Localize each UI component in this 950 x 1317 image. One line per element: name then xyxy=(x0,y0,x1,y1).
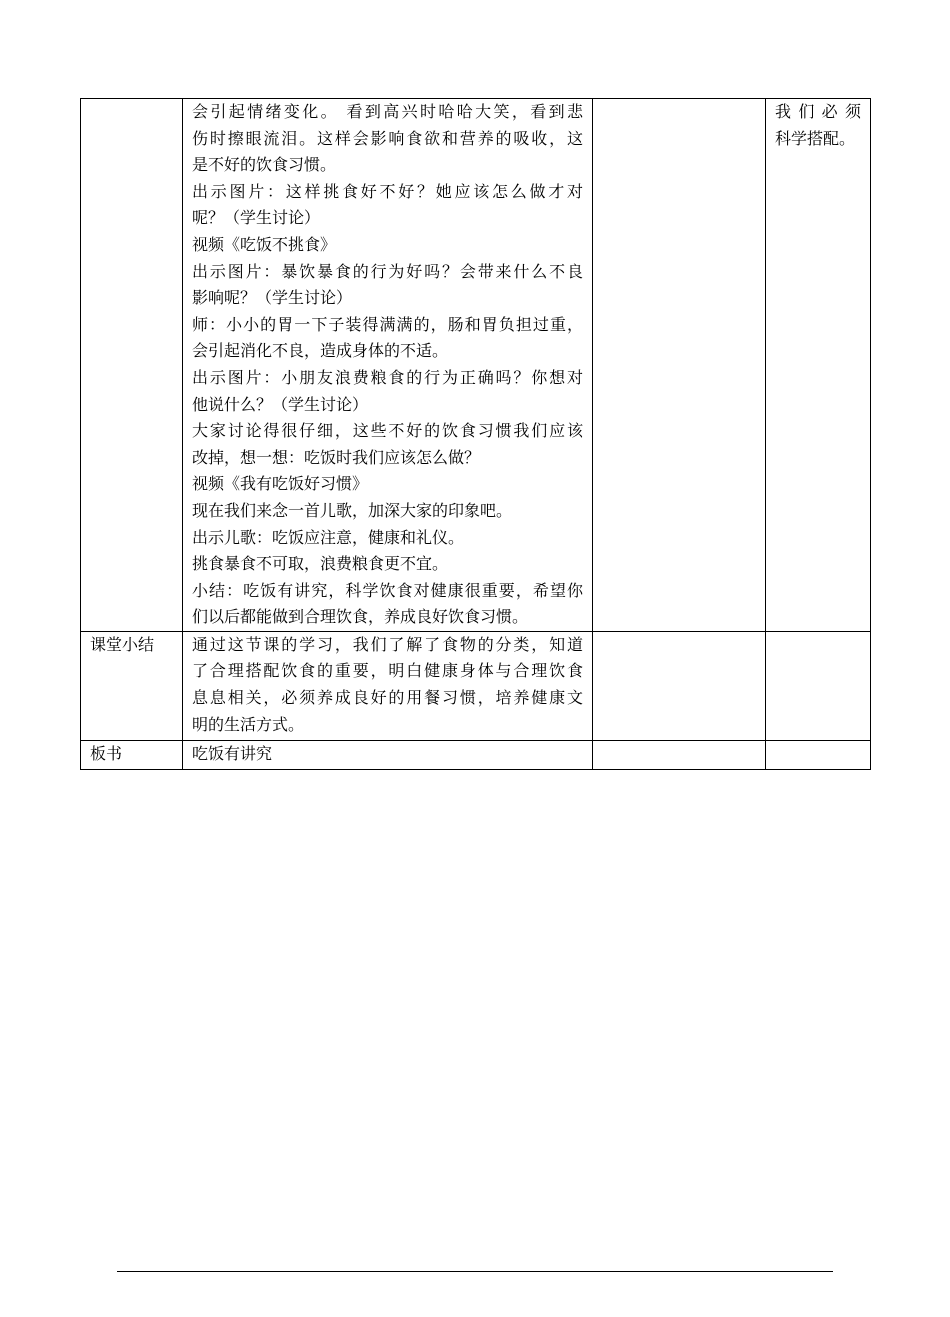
content-line: 视频《吃饭不挑食》 xyxy=(192,234,337,254)
row-label-cell: 课堂小结 xyxy=(81,631,183,740)
content-line: 视频《我有吃饭好习惯》 xyxy=(192,474,369,494)
content-line: 们以后都能做到合理饮食，养成良好饮食习惯。 xyxy=(192,607,529,627)
content-line: 大家讨论得很仔细，这些不好的饮食习惯我们应该 xyxy=(192,421,583,441)
content-line: 是不好的饮食习惯。 xyxy=(192,155,337,175)
content-line: 小结：吃饭有讲究，科学饮食对健康很重要，希望你 xyxy=(192,580,583,600)
student-activity-cell xyxy=(593,631,766,740)
content-line: 出示图片：暴饮暴食的行为好吗？会带来什么不良 xyxy=(192,261,583,281)
teaching-content-cell xyxy=(183,99,593,632)
content-line: 呢？（学生讨论） xyxy=(192,208,321,228)
table-row-summary xyxy=(81,631,871,740)
content-line: 明的生活方式。 xyxy=(192,714,305,734)
content-line: 了合理搭配饮食的重要，明白健康身体与合理饮食 xyxy=(192,661,583,681)
content-line: 影响呢？（学生讨论） xyxy=(192,288,353,308)
content-line: 改掉，想一想：吃饭时我们应该怎么做？ xyxy=(192,447,481,467)
footer-divider xyxy=(117,1271,833,1272)
student-activity-cell xyxy=(593,740,766,769)
row-label-cell: 板书 xyxy=(81,740,183,769)
row-label-cell xyxy=(81,99,183,632)
content-line: 会引起情绪变化。 看到高兴时哈哈大笑，看到悲 xyxy=(192,102,583,121)
design-intent-cell xyxy=(766,631,871,740)
intent-line: 科学搭配。 xyxy=(775,128,856,148)
content-line: 会引起消化不良，造成身体的不适。 xyxy=(192,341,449,361)
content-line: 出示儿歌：吃饭应注意，健康和礼仪。 xyxy=(192,527,465,547)
table-row-activity xyxy=(81,99,871,632)
content-line: 出示图片：小朋友浪费粮食的行为正确吗？你想对 xyxy=(192,367,583,387)
table-row-board xyxy=(81,740,871,769)
lesson-plan-table xyxy=(80,98,871,770)
content-line: 挑食暴食不可取，浪费粮食更不宜。 xyxy=(192,554,449,574)
content-line: 他说什么？（学生讨论） xyxy=(192,394,369,414)
content-line: 伤时擦眼流泪。这样会影响食欲和营养的吸收，这 xyxy=(192,128,583,148)
design-intent-cell xyxy=(766,740,871,769)
content-line: 现在我们来念一首儿歌，加深大家的印象吧。 xyxy=(192,500,513,520)
intent-line: 我们必须 xyxy=(775,102,861,121)
content-line: 息息相关，必须养成良好的用餐习惯，培养健康文 xyxy=(192,688,583,708)
content-line: 师：小小的胃一下子装得满满的，肠和胃负担过重， xyxy=(192,314,583,334)
content-line: 通过这节课的学习，我们了解了食物的分类，知道 xyxy=(192,634,583,654)
teaching-content-cell xyxy=(183,631,593,740)
teaching-content-cell: 吃饭有讲究 xyxy=(183,740,593,769)
student-activity-cell xyxy=(593,99,766,632)
content-line: 出示图片：这样挑食好不好？她应该怎么做才对 xyxy=(192,181,583,201)
design-intent-cell xyxy=(766,99,871,632)
